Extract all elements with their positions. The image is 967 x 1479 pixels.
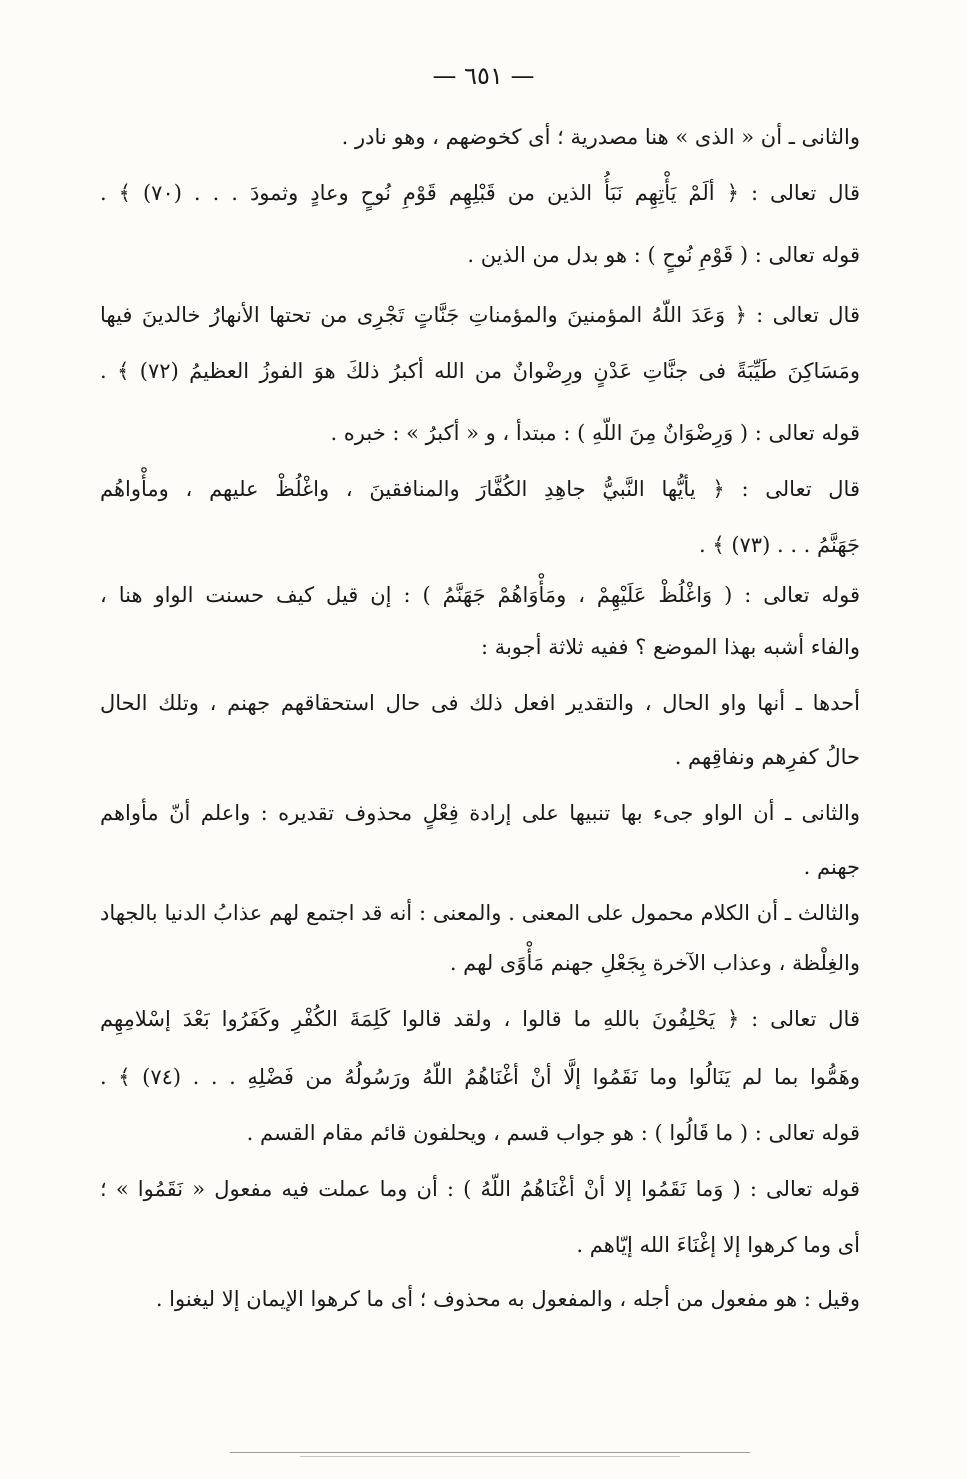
text-line: والغِلْظة ، وعذاب الآخرة بِجَعْلِ جهنم مَأْوًى لهم . (449, 951, 860, 975)
verse-line: وهَمُّوا بما لم يَنَالُوا وما نَقَمُوا إلَّا أنْ أغْنَاهُمُ اللّهُ ورَسُولُهُ من فَضْلِهِ . . . (٧٤) ﴾ . (100, 1065, 860, 1089)
text-line: والثانى ـ أن الواو جىء بها تنبيها على إرادة فِعْلٍ محذوف تقديره : واعلم أنّ مأواهم (100, 801, 860, 825)
text-line: قوله تعالى : ( وَما نَقَمُوا إلا أنْ أغْنَاهُمُ اللّهُ ) : أن وما عملت فيه مفعول « نَقَمُوا » ؛ (100, 1177, 860, 1201)
page-number: — ٦٥١ — (432, 62, 535, 90)
verse-line: قال تعالى : ﴿ وَعَدَ اللّهُ المؤمنينَ والمؤمناتِ جَنَّاتٍ تَجْرِى من تحتها الأنهارُ خالدينَ فيها (100, 303, 860, 327)
footer-rule (230, 1452, 750, 1453)
text-line: وقيل : هو مفعول من أجله ، والمفعول به محذوف ؛ أى ما كرهوا الإيمان إلا ليغنوا . (155, 1287, 860, 1311)
text-line: والفاء أشبه بهذا الموضع ؟ ففيه ثلاثة أجوبة : (480, 635, 860, 659)
verse-line: قال تعالى : ﴿ يأيُّها النَّبيُّ جاهِدِ الكُفَّارَ والمنافقينَ ، واغْلُظْ عليهم ، ومأْواهُم (100, 477, 860, 501)
verse-line: قال تعالى : ﴿ ألَمْ يَأْتِهِم نَبَأُ الذين من قَبْلِهِم قَوْمِ نُوحٍ وعادٍ وثمودَ . . . (٧٠) ﴾ . (100, 181, 860, 205)
text-line: قوله تعالى : ( وَرِضْوَانٌ مِنَ اللّهِ ) : مبتدأ ، و « أكبرُ » : خبره . (330, 421, 860, 445)
verse-line: ومَسَاكِنَ طَيِّبَةً فى جنَّاتِ عَدْنٍ ورِضْوانٌ من الله أكبرُ ذلكَ هوَ الفوزُ العظيمُ (٧٢) ﴾ . (100, 359, 860, 383)
text-line: والثالث ـ أن الكلام محمول على المعنى . والمعنى : أنه قد اجتمع لهم عذابُ الدنيا بالجهاد (100, 901, 860, 925)
verse-line: جَهَنَّمُ . . . (٧٣) ﴾ . (699, 533, 860, 557)
text-line: قوله تعالى : ( وَاغْلُظْ عَلَيْهِمْ ، ومَأْوَاهُمْ جَهَنَّمُ ) : إن قيل كيف حسنت الواو هنا ، (100, 583, 860, 607)
text-line: جهنم . (803, 855, 860, 879)
verse-line: قال تعالى : ﴿ يَحْلِفُونَ باللهِ ما قالوا ، ولقد قالوا كَلِمَةَ الكُفْرِ وكَفَرُوا بَعْدَ إسْلامِهِم (100, 1007, 860, 1031)
text-line: والثانى ـ أن « الذى » هنا مصدرية ؛ أى كخوضهم ، وهو نادر . (341, 125, 860, 149)
text-line: أى وما كرهوا إلا إغْنَاءَ الله إيّاهم . (576, 1233, 860, 1257)
footer-rule-secondary (300, 1456, 680, 1457)
text-line: قوله تعالى : ( ما قَالُوا ) : هو جواب قسم ، ويحلفون قائم مقام القسم . (246, 1121, 860, 1145)
text-line: قوله تعالى : ( قَوْمِ نُوحٍ ) : هو بدل من الذين . (467, 243, 860, 267)
text-line: حالُ كفرِهم ونفاقِهم . (674, 745, 860, 769)
text-line: أحدها ـ أنها واو الحال ، والتقدير افعل ذلك فى حال استحقاقهم جهنم ، وتلك الحال (100, 691, 860, 715)
